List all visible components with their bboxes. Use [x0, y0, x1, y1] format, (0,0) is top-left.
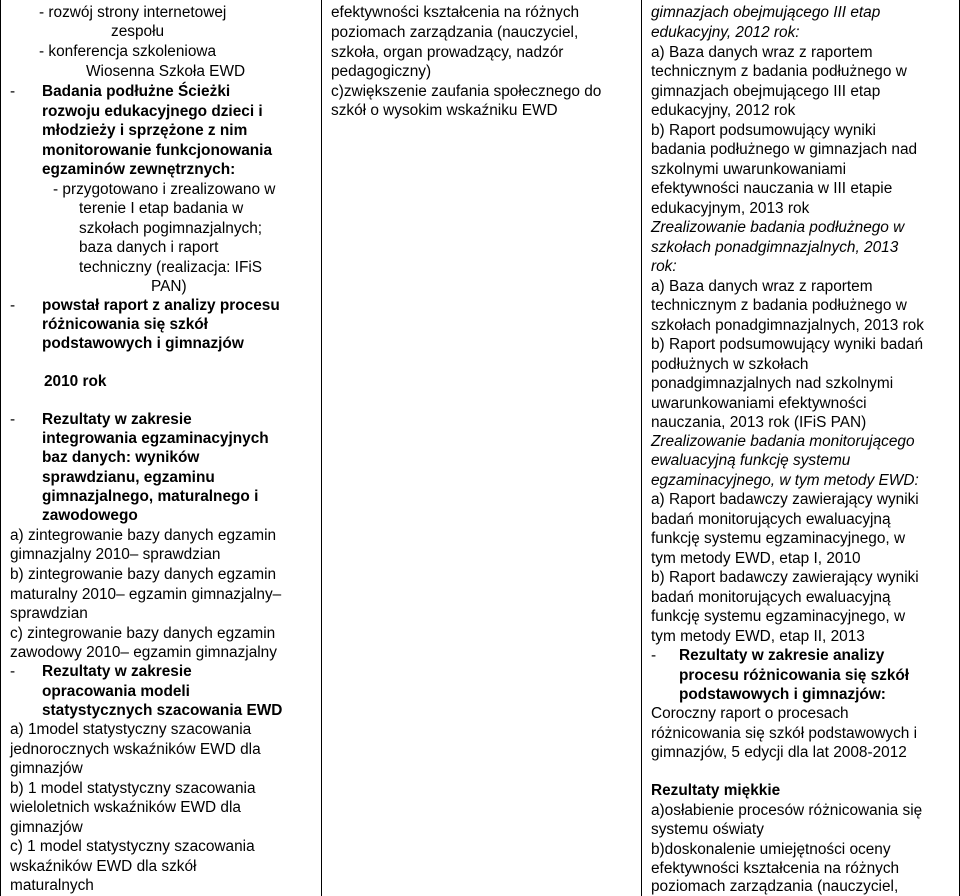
- heading-line: Badania podłużne Ścieżki: [42, 83, 231, 100]
- text-line: - przygotowano i zrealizowano w: [53, 181, 276, 198]
- column-1: [1, 0, 321, 896]
- heading-line: procesu różnicowania się szkół: [679, 667, 910, 684]
- text-line: a)osłabienie procesów różnicowania się: [651, 802, 923, 819]
- text-line: efektywności kształcenia na różnych: [331, 4, 580, 21]
- text-line: tym metody EWD, etap II, 2013: [651, 628, 865, 645]
- text-line: edukacyjny, 2012 rok: [651, 102, 796, 119]
- text-line: technicznym z badania podłużnego w: [651, 63, 907, 80]
- text-line: b) Raport podsumowujący wyniki badań: [651, 336, 924, 353]
- heading-line: Rezultaty w zakresie analizy: [679, 647, 885, 664]
- column-3: [643, 0, 959, 896]
- text-line: a) Baza danych wraz z raportem: [651, 278, 873, 295]
- heading-line: statystycznych szacowania EWD: [42, 702, 283, 719]
- text-line: funkcję systemu egzaminacyjnego, w: [651, 608, 906, 625]
- text-line: a) 1model statystyczny szacowania: [10, 721, 252, 738]
- text-line: efektywności nauczania w III etapie: [651, 180, 893, 197]
- text-line: Wiosenna Szkoła EWD: [86, 63, 246, 80]
- text-line: pedagogiczny): [331, 63, 432, 80]
- text-line: szkolnymi uwarunkowaniami: [651, 161, 847, 178]
- text-line: poziomach zarządzania (nauczyciel,: [651, 878, 899, 895]
- text-line: poziomach zarządzania (nauczyciel,: [331, 24, 579, 41]
- text-line: gimnazjów: [10, 760, 83, 777]
- text-line: podłużnych w szkołach: [651, 356, 809, 373]
- text-line: uwarunkowaniami efektywności: [651, 395, 867, 412]
- text-line: b)doskonalenie umiejętności oceny: [651, 841, 891, 858]
- text-line: badania podłużnego w gimnazjach nad: [651, 141, 918, 158]
- italic-line: egzaminacyjnego, w tym metody EWD:: [651, 472, 919, 489]
- heading-line: rozwoju edukacyjnego dzieci i: [42, 103, 263, 120]
- table-border-col1: [321, 0, 322, 896]
- text-line: - rozwój strony internetowej: [39, 4, 227, 21]
- text-line: badań monitorujących ewaluacyjną: [651, 589, 891, 606]
- heading-line: podstawowych i gimnazjów: [42, 335, 244, 352]
- text-line: szkół o wysokim wskaźniku EWD: [331, 102, 558, 119]
- text-line: a) zintegrowanie bazy danych egzamin: [10, 527, 277, 544]
- text-line: jednorocznych wskaźników EWD dla: [10, 741, 261, 758]
- text-line: terenie I etap badania w: [79, 200, 244, 217]
- text-line: techniczny (realizacja: IFiS: [79, 259, 263, 276]
- italic-line: ewaluacyjną funkcję systemu: [651, 452, 851, 469]
- text-line: różnicowania się szkół podstawowych i: [651, 725, 918, 742]
- text-line: a) Raport badawczy zawierający wyniki: [651, 491, 919, 508]
- italic-line: Zrealizowanie badania podłużnego w: [651, 219, 905, 236]
- bullet-dash: -: [10, 297, 16, 314]
- year-heading: 2010 rok: [44, 373, 107, 390]
- text-line: Coroczny raport o procesach: [651, 705, 849, 722]
- text-line: maturalny 2010– egzamin gimnazjalny–: [10, 586, 282, 603]
- text-line: tym metody EWD, etap I, 2010: [651, 550, 861, 567]
- text-line: badań monitorujących ewaluacyjną: [651, 511, 891, 528]
- heading-line: monitorowanie funkcjonowania: [42, 142, 273, 159]
- column-2: [323, 0, 641, 896]
- text-line: c) 1 model statystyczny szacowania: [10, 838, 255, 855]
- heading-line: Rezultaty miękkie: [651, 782, 781, 799]
- text-line: zawodowy 2010– egzamin gimnazjalny: [10, 644, 277, 661]
- text-line: szkołach pogimnazjalnych;: [79, 220, 263, 237]
- text-line: gimnazjalny 2010– sprawdzian: [10, 546, 221, 563]
- text-line: szkołach ponadgimnazjalnych, 2013 rok: [651, 317, 924, 334]
- text-line: wskaźników EWD dla szkół: [10, 858, 197, 875]
- text-line: wieloletnich wskaźników EWD dla: [10, 799, 241, 816]
- text-line: a) Baza danych wraz z raportem: [651, 44, 873, 61]
- text-line: b) Raport badawczy zawierający wyniki: [651, 569, 919, 586]
- text-line: ponadgimnazjalnych nad szkolnymi: [651, 375, 894, 392]
- heading-line: sprawdzianu, egzaminu: [42, 469, 215, 486]
- text-line: zespołu: [111, 23, 165, 40]
- text-line: b) 1 model statystyczny szacowania: [10, 780, 256, 797]
- italic-line: gimnazjach obejmującego III etap: [651, 4, 881, 21]
- heading-line: opracowania modeli: [42, 683, 190, 700]
- text-line: c) zintegrowanie bazy danych egzamin: [10, 625, 276, 642]
- heading-line: Rezultaty w zakresie: [42, 663, 192, 680]
- text-line: maturalnych: [10, 877, 94, 894]
- heading-line: Rezultaty w zakresie: [42, 411, 192, 428]
- text-line: funkcję systemu egzaminacyjnego, w: [651, 530, 906, 547]
- heading-line: integrowania egzaminacyjnych: [42, 430, 269, 447]
- bullet-dash: -: [10, 83, 16, 100]
- bullet-dash: -: [10, 411, 16, 428]
- text-line: gimnazjów: [10, 819, 83, 836]
- text-line: PAN): [151, 278, 187, 295]
- heading-line: gimnazjalnego, maturalnego i: [42, 488, 259, 505]
- text-line: technicznym z badania podłużnego w: [651, 297, 907, 314]
- italic-line: szkołach ponadgimnazjalnych, 2013: [651, 239, 899, 256]
- text-line: efektywności kształcenia na różnych: [651, 860, 900, 877]
- heading-line: baz danych: wyników: [42, 449, 200, 466]
- text-line: systemu oświaty: [651, 821, 764, 838]
- bullet-dash: -: [10, 663, 16, 680]
- bullet-dash: -: [651, 647, 657, 664]
- italic-line: rok:: [651, 258, 677, 275]
- text-line: sprawdzian: [10, 605, 88, 622]
- italic-line: Zrealizowanie badania monitorującego: [651, 433, 915, 450]
- heading-line: powstał raport z analizy procesu: [42, 297, 280, 314]
- text-line: gimnazjach obejmującego III etap: [651, 83, 881, 100]
- heading-line: różnicowania się szkół: [42, 316, 208, 333]
- heading-line: zawodowego: [42, 507, 138, 524]
- heading-line: młodzieży i sprzężone z nim: [42, 122, 248, 139]
- text-line: nauczania, 2013 rok (IFiS PAN): [651, 414, 867, 431]
- italic-line: edukacyjny, 2012 rok:: [651, 24, 800, 41]
- text-line: c)zwiększenie zaufania społecznego do: [331, 83, 602, 100]
- heading-line: podstawowych i gimnazjów:: [679, 686, 886, 703]
- text-line: - konferencja szkoleniowa: [39, 43, 217, 60]
- table-border-col2: [641, 0, 642, 896]
- text-line: b) Raport podsumowujący wyniki: [651, 122, 876, 139]
- text-line: edukacyjnym, 2013 rok: [651, 200, 810, 217]
- heading-line: egzaminów zewnętrznych:: [42, 161, 236, 178]
- text-line: szkoła, organ prowadzący, nadzór: [331, 44, 564, 61]
- text-line: baza danych i raport: [79, 239, 219, 256]
- text-line: b) zintegrowanie bazy danych egzamin: [10, 566, 277, 583]
- text-line: gimnazjów, 5 edycji dla lat 2008-2012: [651, 744, 907, 761]
